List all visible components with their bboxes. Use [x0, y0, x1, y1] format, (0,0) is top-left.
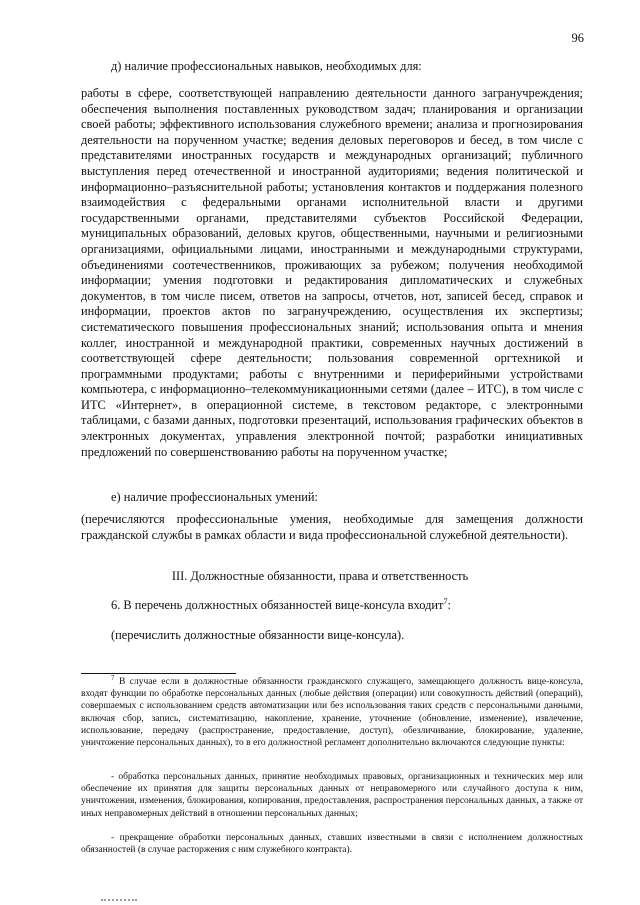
- section-d-text: работы в сфере, соответствующей направлению деятельности данного загранучреждения; обеспечения выполнения поставленных руководством задач; планирования и организации своей работы; эффективного использования служебного времени; анализа и прогнозирования деятельности на порученном участке; ведения деловых переговоров и бесед, в том числе с представителями иностранных государств и международных организаций; публичного выступления перед отечественной и иностранной аудиториями; ведения политической и информационно–разъяснительной работы; установления контактов и поддержания полезного взаимодействия с федеральными органами исполнительной власти и другими государственными органами, представителями субъектов Российской Федерации, муниципальных образований, деловых кругов, общественными, научными и религиозными организациями, официальными лицами, иностранными и международными структурами, объединениями соотечественников, проживающих за рубежом; получения необходимой информации; умения подготовки и редактирования дипломатических и служебных документов, в том числе писем, ответов на запросы, отчетов, нот, записей бесед, справок и информации, проектов актов по загранучреждению, осуществления их экспертизы; систематического повышения профессиональных знаний; использования опыта и мнения коллег, иностранной и международной практики, современных научных достижений в соответствующей сфере деятельности; пользования современной оргтехникой и программными продуктами; работы с внутренними и периферийными устройствами компьютера, с информационно–телекоммуникационными сетями (далее – ИТС), в том числе с ИТС «Интернет», в операционной системе, в текстовом редакторе, с электронными таблицами, с базами данных, подготовки презентаций, использования графических объектов в электронных документах, управления электронной почтой; разработки инициативных предложений по совершенствованию работы на порученном участке;: [81, 86, 583, 459]
- footnote-text-3: - прекращение обработки персональных данных, ставших известными в связи с исполнением должностных обязанностей (в случае расторжения с ним служебного контракта).: [81, 833, 583, 856]
- footnote-ref[interactable]: 7: [443, 597, 448, 606]
- item-6-colon: :: [447, 598, 451, 612]
- page-number: 96: [571, 31, 584, 45]
- footnote-text-2: - обработка персональных данных, принятие необходимых правовых, организационных и технических мер или обеспечение их принятия для защиты персональных данных от неправомерного или случайного доступа к ним, уничтожения, изменения, блокирования, копирования, предоставления, распространения персональных данных, а также от иных неправомерных действий в отношении персональных данных;: [81, 772, 583, 819]
- footnote-paragraph-3: [81, 832, 583, 856]
- footnote-paragraph-2: [81, 771, 583, 820]
- section-d-heading: д) наличие профессиональных навыков, необходимых для:: [111, 59, 422, 73]
- footnote-paragraph-1: [81, 676, 583, 749]
- footnote-number: 7: [111, 674, 115, 682]
- section-e-heading: е) наличие профессиональных умений:: [111, 490, 318, 504]
- item-6-text: [111, 598, 451, 615]
- duties-instruction: (перечислить должностные обязанности вице-консула).: [111, 628, 405, 642]
- section-e-text: (перечисляются профессиональные умения, необходимые для замещения должности гражданской службы в рамках области и вида профессиональной служебной деятельности).: [81, 512, 583, 542]
- item-6-label: 6. В перечень должностных обязанностей вице-консула входит: [111, 598, 444, 612]
- section-3-title: III. Должностные обязанности, права и ответственность: [171, 569, 469, 583]
- footnote-separator: [81, 673, 236, 674]
- scan-artifact: [101, 899, 137, 901]
- footnote-text-1: В случае если в должностные обязанности гражданского служащего, замещающего должность вице-консула, входят функции по обработке персональных данных (любые действия (операции) или совокупность действий (операций), совершаемых с использованием средств автоматизации или без использования таких средств с персональными данными, включая сбор, запись, систематизацию, накопление, хранение, уточнение (обновление, изменение), извлечение, использование, передачу (распространение, предоставление, доступ), обезличивание, блокирование, удаление, уничтожение персональных данных), то в его должностной регламент дополнительно включаются следующие пункты:: [81, 677, 583, 749]
